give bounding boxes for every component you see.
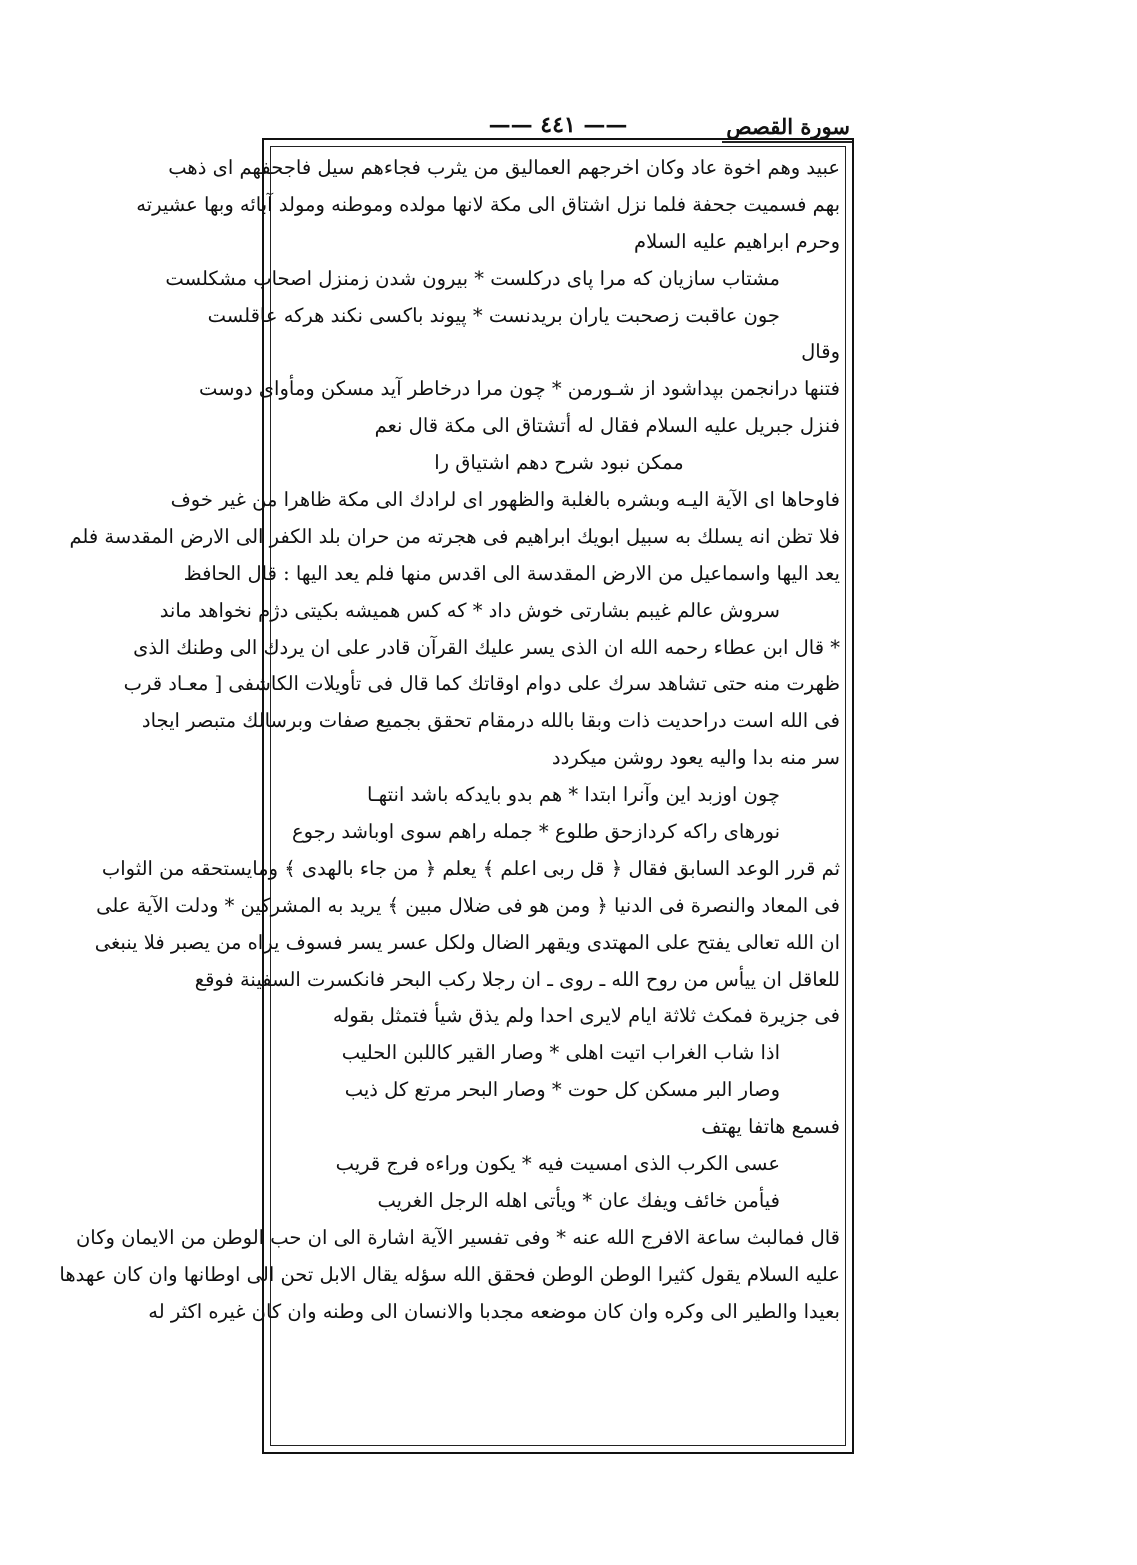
text-line: عليه السلام يقول كثيرا الوطن الوطن فحقق الله سؤله يقال الابل تحن الى اوطانها وان كان عهدها bbox=[59, 1262, 840, 1286]
text-line: بعيدا والطير الى وكره وان كان موضعه مجدبا والانسان الى وطنه وان كان غيره اكثر له bbox=[148, 1299, 840, 1323]
text-line: * قال ابن عطاء رحمه الله ان الذى يسر عليك القرآن قادر على ان يردك الى وطنك الذى bbox=[133, 635, 840, 659]
body-text bbox=[59, 150, 840, 1440]
verse-line: فيأمن خائف ويفك عان * ويأتى اهله الرجل الغريب bbox=[377, 1188, 780, 1212]
text-line: ثم قرر الوعد السابق فقال ﴿ قل ربى اعلم ﴾ يعلم ﴿ من جاء بالهدى ﴾ ومايستحقه من الثواب bbox=[101, 856, 840, 880]
text-line: فى جزيرة فمكث ثلاثة ايام لايرى احدا ولم يذق شيأ فتمثل بقوله bbox=[332, 1004, 840, 1028]
verse-line: نورهاى راكه كردازحق طلوع * جمله راهم سوى اوباشد رجوع bbox=[291, 820, 780, 844]
text-line: ان الله تعالى يفتح على المهتدى ويقهر الضال ولكل عسر يسر فسوف يراه من يصبر فلا ينبغى bbox=[94, 930, 840, 954]
page-number: —— ٤٤١ —— bbox=[488, 112, 628, 138]
verse-line: چون اوزبد اين وآنرا ابتدا * هم بدو بايدكه باشد انتهـا bbox=[366, 783, 780, 807]
verse-line: جون عاقبت زصحبت ياران بريدنست * پيوند باكسى نكند هركه عاقلست bbox=[207, 303, 780, 327]
text-line: سر منه بدا واليه يعود روشن ميكردد bbox=[551, 746, 840, 770]
text-line: فى المعاد والنصرة فى الدنيا ﴿ ومن هو فى ضلال مبين ﴾ يريد به المشركين * ودلت الآية على bbox=[96, 893, 840, 917]
text-line: فتنها درانجمن بپداشود از شـورمن * چون مرا درخاطر آيد مسكن ومأواى دوست bbox=[199, 377, 840, 401]
text-line: وحرم ابراهيم عليه السلام bbox=[634, 229, 840, 253]
surah-title: سورة القصص bbox=[722, 114, 854, 143]
text-line: وقال bbox=[801, 340, 840, 364]
text-line: فى الله است دراحديت ذات وبقا بالله درمقام تحقق بجميع صفات وبرسالك متبصر ايجاد bbox=[141, 709, 840, 733]
verse-line: اذا شاب الغراب اتيت اهلى * وصار القير كاللبن الحليب bbox=[341, 1041, 780, 1065]
verse-line: مشتاب سازيان كه مرا پاى دركلست * بيرون شدن زمنزل اصحاب مشكلست bbox=[165, 266, 780, 290]
text-line: للعاقل ان ييأس من روح الله ـ روى ـ ان رجلا ركب البحر فانكسرت السفينة فوقع bbox=[194, 967, 840, 991]
verse-line: وصار البر مسكن كل حوت * وصار البحر مرتع كل ذيب bbox=[344, 1078, 780, 1102]
text-line: عبيد وهم اخوة عاد وكان اخرجهم العماليق من يثرب فجاءهم سيل فاجحفهم اى ذهب bbox=[168, 156, 840, 179]
text-line: فاوحاها اى الآية اليـه وبشره بالغلبة والظهور اى لرادك الى مكة ظاهرا من غير خوف bbox=[170, 488, 840, 512]
text-line: بهم فسميت جحفة فلما نزل اشتاق الى مكة لانها مولده وموطنه ومولد آبائه وبها عشيرته bbox=[136, 192, 840, 216]
verse-line: سروش عالم غيبم بشارتى خوش داد * كه كس هميشه بكيتى دژم نخواهد ماند bbox=[159, 598, 780, 622]
text-line: يعد اليها واسماعيل من الارض المقدسة الى اقدس منها فلم يعد اليها : قال الحافظ bbox=[183, 561, 840, 585]
text-line: فنزل جبريل عليه السلام فقال له أتشتاق الى مكة قال نعم bbox=[374, 414, 840, 438]
verse-line: عسى الكرب الذى امسيت فيه * يكون وراءه فرج قريب bbox=[335, 1152, 780, 1176]
text-line: ظهرت منه حتى تشاهد سرك على دوام اوقاتك كما قال فى تأويلات الكاشفى [ معـاد قرب bbox=[123, 672, 840, 696]
text-line: فلا تظن انه يسلك به سبيل ابويك ابراهيم فى هجرته من حران بلد الكفر الى الارض المقدسة فلم bbox=[69, 524, 840, 548]
text-line: فسمع هاتفا يهتف bbox=[701, 1115, 840, 1139]
text-line: ممكن نبود شرح دهم اشتياق را bbox=[434, 451, 684, 475]
text-line: قال فمالبث ساعة الافرج الله عنه * وفى تفسير الآية اشارة الى ان حب الوطن من الايمان وكان bbox=[75, 1225, 840, 1249]
